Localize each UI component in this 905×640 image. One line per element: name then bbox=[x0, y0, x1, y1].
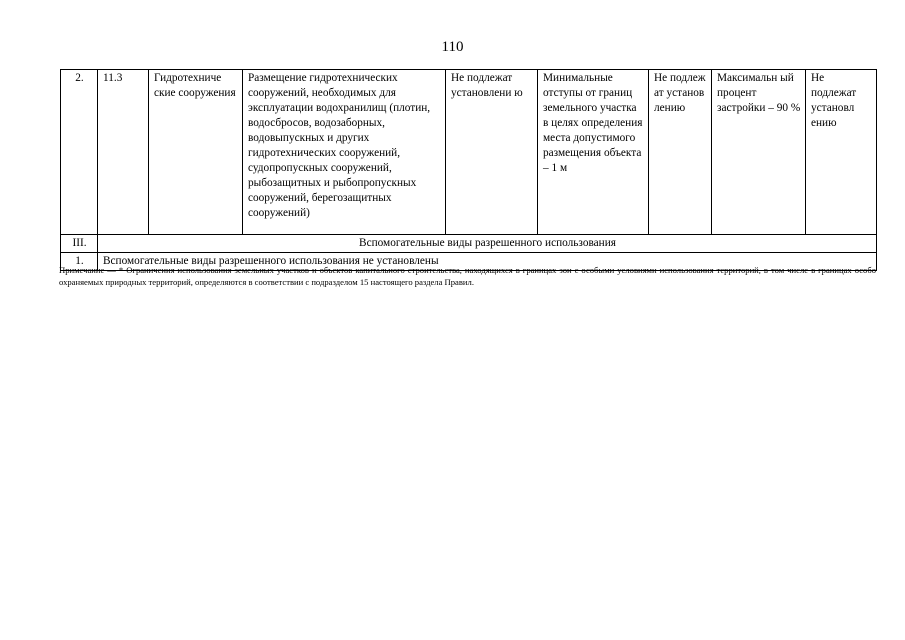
min-area-cell: Не подлежат установлени ю bbox=[446, 70, 538, 235]
setback-cell: Минимальные отступы от границ земельного участка в целях определения места допустимого размещения объекта – 1 м bbox=[538, 70, 649, 235]
page-number: 110 bbox=[441, 39, 464, 55]
section-title-cell: Вспомогательные виды разрешенного использования bbox=[98, 235, 877, 253]
aux-text-cell: Вспомогательные виды разрешенного использования не установлены bbox=[98, 253, 877, 271]
row-number-cell: 2. bbox=[61, 70, 98, 235]
description-cell: Размещение гидротехнических сооружений, необходимых для эксплуатации водохранилищ (плотин, водосбросов, водозаборных, водовыпускных и других гидротехнических сооружений, судопропускных сооружений, рыбозащитных и рыбопропускных сооружений, берегозащитных сооружений) bbox=[243, 70, 446, 235]
use-name-cell: Гидротехниче ские сооружения bbox=[149, 70, 243, 235]
section-row bbox=[61, 235, 877, 253]
footnote: Примечание — * Ограничения использования земельных участков и объектов капитального строительства, находящихся в границах зон с особыми условиями использования территорий, в том числе в границах особо охраняемых природных территорий, определяются в соответствии с подразделом 15 настоящего раздела Правил. bbox=[59, 265, 876, 287]
code-cell: 11.3 bbox=[98, 70, 149, 235]
land-use-table bbox=[60, 69, 877, 271]
coverage-cell: Максимальн ый процент застройки – 90 % bbox=[712, 70, 806, 235]
other-params-cell: Не подлежат установл ению bbox=[806, 70, 877, 235]
row-number-cell: 1. bbox=[61, 253, 98, 271]
table-row bbox=[61, 70, 877, 235]
height-cell: Не подлеж ат установ лению bbox=[649, 70, 712, 235]
section-number-cell: III. bbox=[61, 235, 98, 253]
